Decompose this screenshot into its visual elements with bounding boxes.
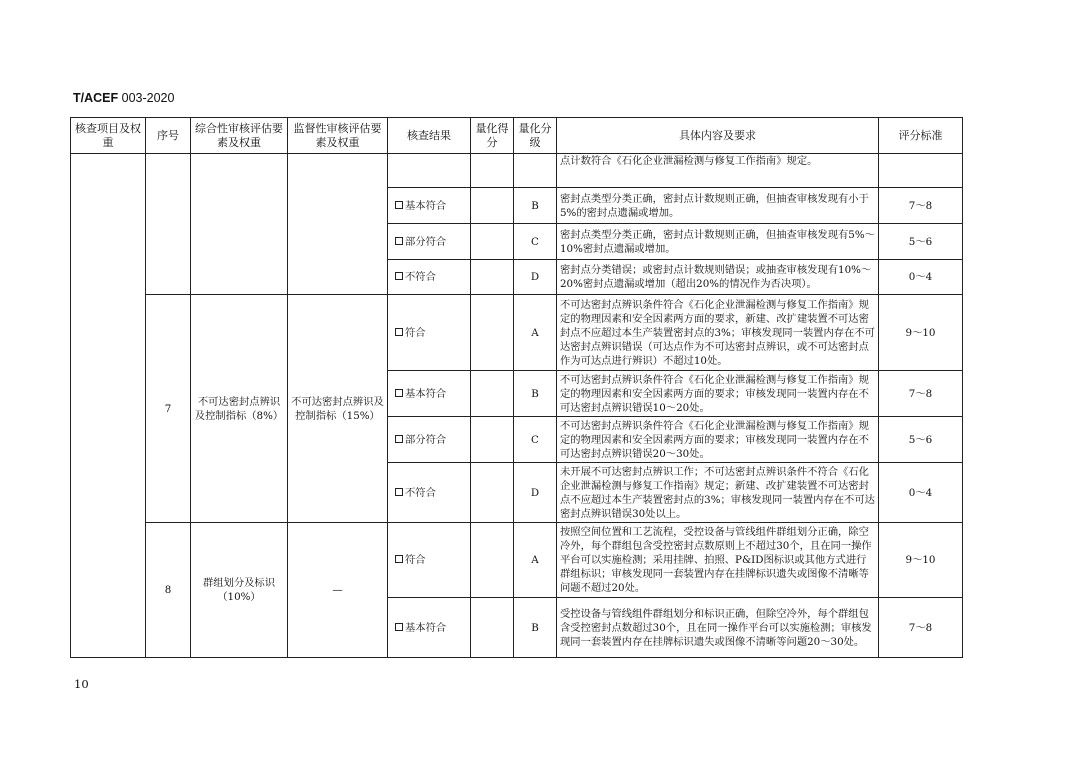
cell-result — [388, 188, 471, 224]
checkbox-icon — [395, 201, 403, 209]
cell-quant-grade: B — [514, 371, 557, 417]
cell-quant-grade: A — [514, 523, 557, 598]
result-label: 基本符合 — [405, 387, 447, 400]
cell-result — [388, 463, 471, 523]
cell-result — [388, 371, 471, 417]
result-label: 不符合 — [405, 486, 436, 499]
cell-scoring: 9～10 — [879, 295, 963, 371]
cell-content: 密封点分类错误；或密封点计数规则错误；或抽查审核发现有10%～20%密封点遗漏或增加（超出20%的情况作为否决项）。 — [557, 260, 879, 295]
checkbox-icon — [395, 488, 403, 496]
result-label: 基本符合 — [405, 621, 447, 634]
column-header-result: 核查结果 — [388, 118, 471, 154]
table-row — [71, 154, 963, 188]
standard-number: 003-2020 — [121, 91, 175, 105]
cell-quant-grade: C — [514, 417, 557, 463]
cell-content: 不可达密封点辨识条件符合《石化企业泄漏检测与修复工作指南》规定的物理因素和安全因素两方面的要求；审核发现同一装置内存在不可达密封点辨识错误10～20处。 — [557, 371, 879, 417]
column-header-item: 核查项目及权重 — [71, 118, 146, 154]
cell-result — [388, 295, 471, 371]
document-header — [73, 91, 174, 105]
cell-quant-score — [471, 523, 514, 598]
cell-quant-grade: B — [514, 188, 557, 224]
cell-comprehensive: 不可达密封点辨识及控制指标（8%） — [191, 295, 288, 523]
cell-quant-score — [471, 371, 514, 417]
cell-quant-score — [471, 154, 514, 188]
cell-content: 点计数符合《石化企业泄漏检测与修复工作指南》规定。 — [557, 154, 879, 188]
checkbox-icon — [395, 272, 403, 280]
cell-result — [388, 417, 471, 463]
cell-item-weight — [71, 154, 146, 658]
column-header-quant-grade: 量化分级 — [514, 118, 557, 154]
cell-quant-grade: D — [514, 463, 557, 523]
cell-quant-grade: C — [514, 224, 557, 260]
cell-result — [388, 224, 471, 260]
cell-result — [388, 154, 471, 188]
checkbox-icon — [395, 623, 403, 631]
checkbox-icon — [395, 435, 403, 443]
checkbox-icon — [395, 389, 403, 397]
table-row — [71, 523, 963, 598]
result-label: 不符合 — [405, 271, 436, 283]
cell-supervisory: 不可达密封点辨识及控制指标（15%） — [288, 295, 388, 523]
cell-scoring: 7～8 — [879, 371, 963, 417]
column-header-supervisory: 监督性审核评估要素及权重 — [288, 118, 388, 154]
cell-result — [388, 598, 471, 658]
cell-content: 密封点类型分类正确，密封点计数规则正确，但抽查审核发现有小于5%的密封点遗漏或增加。 — [557, 188, 879, 224]
cell-result — [388, 523, 471, 598]
cell-scoring: 7～8 — [879, 598, 963, 658]
column-header-content: 具体内容及要求 — [557, 118, 879, 154]
checkbox-icon — [395, 328, 403, 336]
cell-quant-score — [471, 463, 514, 523]
cell-quant-score — [471, 188, 514, 224]
cell-scoring: 9～10 — [879, 523, 963, 598]
table-header-row — [71, 118, 963, 154]
cell-quant-score — [471, 260, 514, 295]
cell-scoring: 5～6 — [879, 417, 963, 463]
cell-scoring: 5～6 — [879, 224, 963, 260]
column-header-scoring: 评分标准 — [879, 118, 963, 154]
column-header-seq: 序号 — [146, 118, 191, 154]
result-label: 符合 — [405, 326, 426, 339]
result-label: 符合 — [405, 554, 426, 566]
cell-quant-score — [471, 295, 514, 371]
result-label: 基本符合 — [405, 199, 447, 212]
cell-quant-grade: A — [514, 295, 557, 371]
cell-result — [388, 260, 471, 295]
cell-seq: 8 — [146, 523, 191, 658]
column-header-comprehensive: 综合性审核评估要素及权重 — [191, 118, 288, 154]
cell-quant-grade — [514, 154, 557, 188]
cell-content: 受控设备与管线组件群组划分和标识正确，但除空冷外，每个群组包含受控密封点数超过30个，且在同一操作平台可以实施检测；审核发现同一套装置内存在挂牌标识遗失或图像不清晰等问题20～30处。 — [557, 598, 879, 658]
cell-comprehensive-continued — [191, 154, 288, 295]
cell-quant-score — [471, 417, 514, 463]
cell-content: 不可达密封点辨识条件符合《石化企业泄漏检测与修复工作指南》规定的物理因素和安全因素两方面的要求；审核发现同一装置内存在不可达密封点辨识错误20～30处。 — [557, 417, 879, 463]
cell-content: 未开展不可达密封点辨识工作；不可达密封点辨识条件不符合《石化企业泄漏检测与修复工作指南》规定；新建、改扩建装置不可达密封点不应超过本生产装置密封点的3%；审核发现同一装置内存在不可达密封点辨识错误30处以上。 — [557, 463, 879, 523]
cell-seq-continued — [146, 154, 191, 295]
page-number: 10 — [74, 677, 89, 691]
cell-quant-score — [471, 598, 514, 658]
cell-scoring — [879, 154, 963, 188]
cell-quant-grade: B — [514, 598, 557, 658]
cell-content: 按照空间位置和工艺流程，受控设备与管线组件群组划分正确，除空冷外，每个群组包含受控密封点数原则上不超过30个，且在同一操作平台可以实施检测；采用挂牌、拍照、P&ID图标识或其他方式进行群组标识；审核发现同一套装置内存在挂牌标识遗失或图像不清晰等问题不超过20处。 — [557, 523, 879, 598]
cell-quant-score — [471, 224, 514, 260]
column-header-quant-score: 量化得分 — [471, 118, 514, 154]
table-row — [71, 295, 963, 371]
cell-quant-grade: D — [514, 260, 557, 295]
cell-content: 不可达密封点辨识条件符合《石化企业泄漏检测与修复工作指南》规定的物理因素和安全因素两方面的要求，新建、改扩建装置不可达密封点不应超过本生产装置密封点的3%；审核发现同一装置内存在不可达密封点辨识错误（可达点作为不可达密封点辨识，或不可达密封点作为可达点进行辨识）不超过10处。 — [557, 295, 879, 371]
standard-code: T/ACEF — [73, 91, 119, 105]
cell-scoring: 0～4 — [879, 260, 963, 295]
result-label: 部分符合 — [405, 433, 447, 446]
cell-scoring: 7～8 — [879, 188, 963, 224]
audit-criteria-table — [70, 117, 963, 658]
cell-supervisory-continued — [288, 154, 388, 295]
cell-seq: 7 — [146, 295, 191, 523]
result-label: 部分符合 — [405, 235, 447, 248]
checkbox-icon — [395, 237, 403, 245]
checkbox-icon — [395, 555, 403, 563]
cell-content: 密封点类型分类正确，密封点计数规则正确，但抽查审核发现有5%～10%密封点遗漏或增加。 — [557, 224, 879, 260]
cell-supervisory: — — [288, 523, 388, 658]
cell-scoring: 0～4 — [879, 463, 963, 523]
cell-comprehensive: 群组划分及标识（10%） — [191, 523, 288, 658]
